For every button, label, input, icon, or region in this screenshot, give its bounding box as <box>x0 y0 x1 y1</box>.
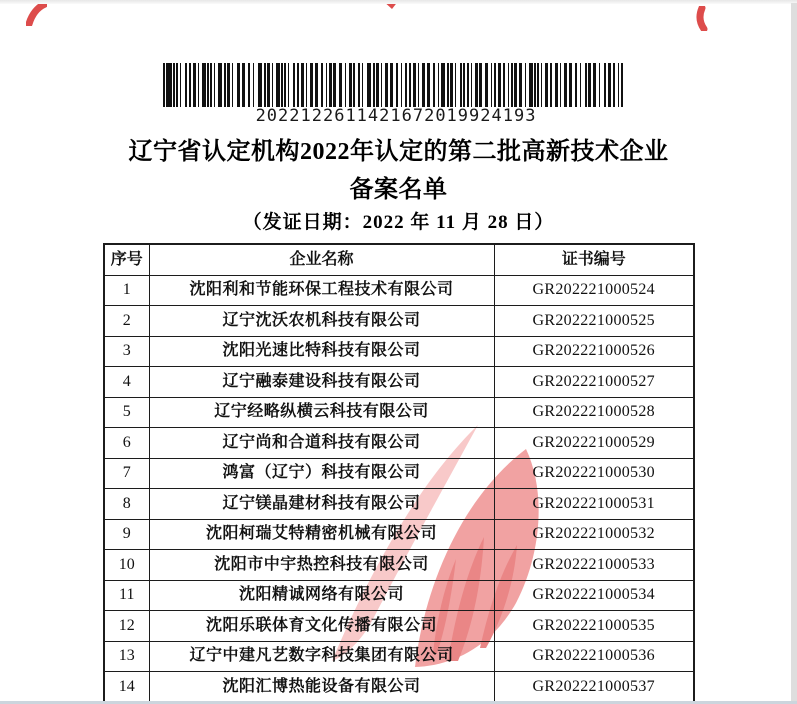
cell-no: 6 <box>104 428 149 459</box>
cell-no: 10 <box>104 550 149 581</box>
table-row <box>104 397 694 428</box>
issue-date-subtitle: （发证日期：2022 年 11 月 28 日） <box>242 212 555 233</box>
cell-name: 沈阳光速比特科技有限公司 <box>149 336 494 367</box>
cell-cert: GR202221000532 <box>494 519 694 550</box>
cell-name: 辽宁沈沃农机科技有限公司 <box>149 306 494 337</box>
enterprise-table <box>103 243 695 704</box>
header-cell-no: 序号 <box>104 244 149 275</box>
cell-cert: GR202221000537 <box>494 672 694 703</box>
scrollbar-track[interactable] <box>791 3 797 704</box>
header-cell-name: 企业名称 <box>149 244 494 275</box>
cell-cert: GR202221000531 <box>494 489 694 520</box>
table-row <box>104 550 694 581</box>
cell-cert: GR202221000533 <box>494 550 694 581</box>
table-row <box>104 458 694 489</box>
cell-name: 鸿富（辽宁）科技有限公司 <box>149 458 494 489</box>
cell-name: 沈阳汇博热能设备有限公司 <box>149 672 494 703</box>
top-edge-strip <box>0 0 797 4</box>
cell-name: 辽宁中建凡艺数字科技集团有限公司 <box>149 641 494 672</box>
cell-name: 沈阳利和节能环保工程技术有限公司 <box>149 275 494 306</box>
page-title-line2: 备案名单 <box>349 177 448 203</box>
table-row <box>104 580 694 611</box>
cell-no: 14 <box>104 672 149 703</box>
table-row <box>104 519 694 550</box>
cell-no: 5 <box>104 397 149 428</box>
table-row <box>104 275 694 306</box>
cell-cert: GR202221000525 <box>494 306 694 337</box>
cell-name: 沈阳乐联体育文化传播有限公司 <box>149 611 494 642</box>
cell-no: 4 <box>104 367 149 398</box>
cell-cert: GR202221000534 <box>494 580 694 611</box>
cell-no: 13 <box>104 641 149 672</box>
cell-cert: GR202221000527 <box>494 367 694 398</box>
cell-name: 辽宁尚和合道科技有限公司 <box>149 428 494 459</box>
cell-name: 辽宁融泰建设科技有限公司 <box>149 367 494 398</box>
table-row <box>104 336 694 367</box>
cell-cert: GR202221000524 <box>494 275 694 306</box>
cell-cert: GR202221000529 <box>494 428 694 459</box>
cell-name: 沈阳精诚网络有限公司 <box>149 580 494 611</box>
barcode-number: 2022122611421672019924193 <box>255 106 537 126</box>
red-ink-fragment-right <box>693 6 711 31</box>
cell-no: 12 <box>104 611 149 642</box>
cell-name: 辽宁经略纵横云科技有限公司 <box>149 397 494 428</box>
table-row <box>104 367 694 398</box>
table-row <box>104 641 694 672</box>
cell-no: 9 <box>104 519 149 550</box>
cell-no: 11 <box>104 580 149 611</box>
cell-cert: GR202221000536 <box>494 641 694 672</box>
barcode <box>163 63 629 107</box>
cell-no: 1 <box>104 275 149 306</box>
cell-name: 辽宁镁晶建材科技有限公司 <box>149 489 494 520</box>
cell-name: 沈阳市中宇热控科技有限公司 <box>149 550 494 581</box>
table-header-row <box>104 244 694 275</box>
page-title-line1: 辽宁省认定机构2022年认定的第二批高新技术企业 <box>128 139 669 165</box>
cell-cert: GR202221000535 <box>494 611 694 642</box>
header-cell-cert: 证书编号 <box>494 244 694 275</box>
table-row <box>104 428 694 459</box>
table-row <box>104 306 694 337</box>
red-ink-fragment-left <box>26 2 47 26</box>
cell-cert: GR202221000528 <box>494 397 694 428</box>
table-body <box>104 275 694 703</box>
cell-name: 沈阳柯瑞艾特精密机械有限公司 <box>149 519 494 550</box>
cell-no: 8 <box>104 489 149 520</box>
cell-no: 2 <box>104 306 149 337</box>
cell-no: 7 <box>104 458 149 489</box>
cell-no: 3 <box>104 336 149 367</box>
table-row <box>104 489 694 520</box>
table-row <box>104 611 694 642</box>
cell-cert: GR202221000526 <box>494 336 694 367</box>
cell-cert: GR202221000530 <box>494 458 694 489</box>
table-row <box>104 672 694 703</box>
